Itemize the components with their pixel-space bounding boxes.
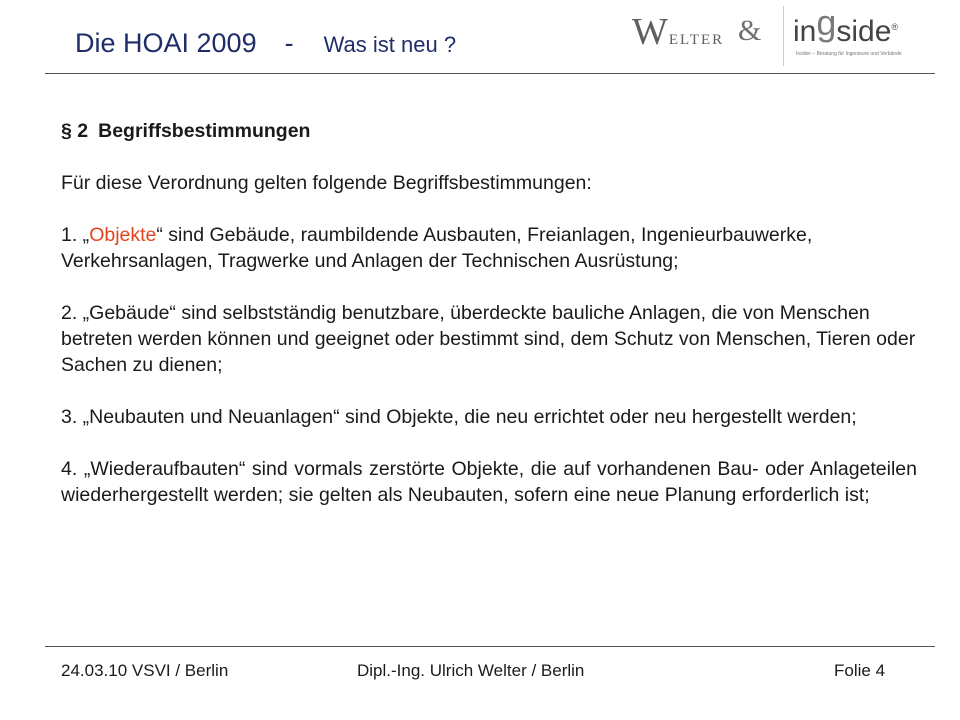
title-separator: -: [284, 28, 294, 58]
slide-number: Folie 4: [834, 661, 886, 680]
definition-1-term: Objekte: [89, 224, 157, 246]
footer-author: Dipl.-Ing. Ulrich Welter / Berlin: [357, 661, 585, 680]
logo-ampersand: &: [738, 14, 762, 47]
welter-logo-rest: ELTER: [668, 32, 725, 48]
welter-logo: [632, 10, 724, 54]
definition-1: [61, 222, 917, 274]
section-title: Begriffsbestimmungen: [98, 120, 311, 142]
ingside-logo: [793, 2, 899, 50]
definition-1-prefix: 1. „: [61, 224, 90, 246]
title-subtitle: Was ist neu ?: [323, 32, 457, 57]
header-rule: [45, 73, 935, 74]
ingside-suffix: side: [836, 15, 892, 48]
registered-mark: ®: [891, 22, 899, 32]
ingside-tagline: Insider – Beratung für Ingenieure und Verbände: [796, 51, 902, 57]
ingside-g: g: [816, 2, 837, 43]
definition-4: 4. „Wiederaufbauten“ sind vormals zerstörte Objekte, die auf vorhandenen Bau- oder Anlageteilen wiederhergestellt werden; sie gelten als Neubauten, sofern eine neue Planung erforderlich ist;: [61, 458, 917, 506]
definition-1-suffix: “ sind Gebäude, raumbildende Ausbauten, Freianlagen, Ingenieurbauwerke, Verkehrsanlagen, Tragwerke und Anlagen der Technischen Ausrüstung;: [61, 224, 813, 272]
ingside-prefix: in: [793, 15, 817, 48]
section-number: § 2: [61, 120, 89, 142]
definition-2: 2. „Gebäude“ sind selbstständig benutzbare, überdeckte bauliche Anlagen, die von Menschen betreten werden können und geeignet oder bestimmt sind, dem Schutz von Menschen, Tieren oder Sachen zu dienen;: [61, 302, 916, 376]
intro-text: Für diese Verordnung gelten folgende Begriffsbestimmungen:: [61, 172, 592, 194]
footer-rule: [45, 646, 935, 647]
slide-title: [75, 28, 456, 59]
logo-divider: [783, 6, 784, 66]
welter-logo-initial: W: [632, 11, 669, 53]
section-heading: [61, 118, 917, 144]
slide-body: [61, 118, 917, 534]
footer-date-event: 24.03.10 VSVI / Berlin: [61, 661, 229, 680]
definition-3: 3. „Neubauten und Neuanlagen“ sind Objekte, die neu errichtet oder neu hergestellt werden;: [61, 406, 857, 428]
title-main: Die HOAI 2009: [75, 28, 257, 58]
